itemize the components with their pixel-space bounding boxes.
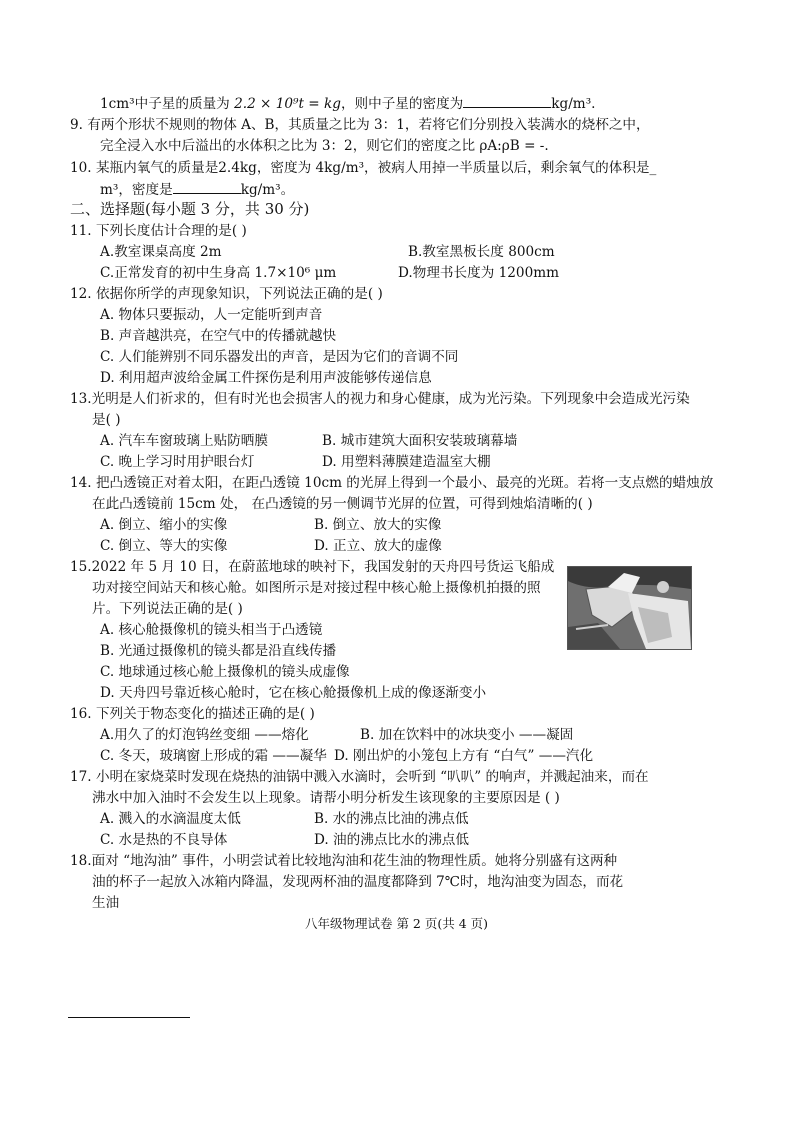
docking-photo	[567, 566, 692, 650]
q9-line1: 9. 有两个形状不规则的物体 A、B，其质量之比为 3：1，若将它们分别投入装满水的烧杯之中，	[70, 117, 650, 133]
q13-option-c: C. 晚上学习时用护眼台灯	[100, 454, 255, 470]
q14-option-b: B. 倒立、放大的实像	[314, 517, 442, 533]
q16-stem: 16. 下列关于物态变化的描述正确的是( )	[70, 706, 315, 722]
q12-stem: 12. 依据你所学的声现象知识，下列说法正确的是( )	[70, 286, 383, 302]
q14-stem-2: 在此凸透镜前 15cm 处， 在凸透镜的另一侧调节光屏的位置，可得到烛焰清晰的( )	[92, 496, 593, 512]
q11-stem: 11. 下列长度估计合理的是( )	[70, 223, 247, 239]
q12-option-c: C. 人们能辨别不同乐器发出的声音，是因为它们的音调不同	[100, 349, 459, 365]
q17-stem-2: 沸水中加入油时不会发生以上现象。请帮小明分析发生该现象的主要原因是 ( )	[92, 790, 560, 806]
q17-option-d: D. 油的沸点比水的沸点低	[314, 832, 469, 848]
q8-text-2: ，则中子星的密度为	[340, 96, 464, 112]
q11-option-d: D.物理书长度为 1200mm	[398, 265, 559, 281]
q14-option-d: D. 正立、放大的虚像	[314, 538, 442, 554]
q15-option-c: C. 地球通过核心舱上摄像机的镜头成虚像	[100, 664, 350, 680]
q18-stem-3: 生油	[92, 895, 120, 911]
q16-option-b: B. 加在饮料中的冰块变小 ——凝固	[360, 727, 574, 743]
q9-line2: 完全浸入水中后溢出的水体积之比为 3：2，则它们的密度之比 ρA:ρB = -.	[100, 138, 549, 154]
q17-option-a: A. 溅入的水滴温度太低	[100, 811, 241, 827]
q15-option-b: B. 光通过摄像机的镜头都是沿直线传播	[100, 643, 337, 659]
q18-stem-1: 18.面对 “地沟油” 事件，小明尝试着比较地沟油和花生油的物理性质。她将分别盛有这两种	[70, 853, 618, 869]
q8-text: 1cm³中子星的质量为	[100, 96, 230, 112]
q17-option-b: B. 水的沸点比油的沸点低	[314, 811, 469, 827]
q15-option-d: D. 天舟四号靠近核心舱时，它在核心舱摄像机上成的像逐渐变小	[100, 685, 487, 701]
footnote-rule	[68, 1017, 190, 1018]
q10-line2	[100, 179, 294, 200]
q12-option-b: B. 声音越洪亮，在空气中的传播就越快	[100, 328, 337, 344]
q17-option-c: C. 水是热的不良导体	[100, 832, 228, 848]
q13-stem-2: 是( )	[92, 412, 121, 428]
q14-option-a: A. 倒立、缩小的实像	[100, 517, 228, 533]
q15-stem-2: 功对接空间站天和核心舱。如图所示是对接过程中核心舱上摄像机拍摄的照	[92, 580, 541, 596]
q10-text: m³，密度是	[100, 182, 173, 198]
q10-line1: 10. 某瓶内氧气的质量是2.4kg，密度为 4kg/m³，被病人用掉一半质量以后，剩余氧气的体积是_	[70, 160, 657, 176]
q11-option-b: B.教室黑板长度 800cm	[408, 244, 555, 260]
q13-option-b: B. 城市建筑大面积安装玻璃幕墙	[322, 433, 518, 449]
q15-stem-1: 15.2022 年 5 月 10 日，在蔚蓝地球的映衬下，我国发射的天舟四号货运飞船成	[70, 559, 555, 575]
page-footer: 八年级物理试卷 第 2 页(共 4 页)	[304, 916, 489, 931]
spacecraft-photo-illustration	[568, 567, 691, 649]
q14-stem-1: 14. 把凸透镜正对着太阳，在距凸透镜 10cm 的光屏上得到一个最小、最亮的光斑。若将一支点燃的蜡烛放	[70, 475, 714, 491]
q8-blank	[463, 93, 551, 108]
q12-option-d: D. 利用超声波给金属工件探伤是利用声波能够传递信息	[100, 370, 432, 386]
q18-stem-2: 油的杯子一起放入冰箱内降温，发现两杯油的温度都降到 7℃时，地沟油变为固态，而花	[92, 874, 624, 890]
q15-stem-3: 片。下列说法正确的是( )	[92, 601, 243, 617]
q13-option-a: A. 汽车车窗玻璃上贴防晒膜	[100, 433, 268, 449]
q16-option-d: D. 刚出炉的小笼包上方有 “白气” ——汽化	[334, 748, 594, 764]
q8-continuation	[100, 93, 595, 114]
section-heading: 二、选择题(每小题 3 分，共 30 分)	[70, 200, 310, 218]
q13-option-d: D. 用塑料薄膜建造温室大棚	[322, 454, 491, 470]
q16-option-c: C. 冬天，玻璃窗上形成的霜 ——凝华	[100, 748, 327, 764]
q12-option-a: A. 物体只要振动，人一定能听到声音	[100, 307, 323, 323]
q16-option-a: A.用久了的灯泡钨丝变细 ——熔化	[100, 727, 309, 743]
q15-option-a: A. 核心舱摄像机的镜头相当于凸透镜	[100, 622, 323, 638]
q14-option-c: C. 倒立、等大的实像	[100, 538, 228, 554]
q13-stem-1: 13.光明是人们祈求的，但有时光也会损害人的视力和身心健康，成为光污染。下列现象中会造成光污染	[70, 391, 690, 407]
q17-stem-1: 17. 小明在家烧菜时发现在烧热的油锅中溅入水滴时，会听到 “叭叭” 的响声，并溅起油来，而在	[70, 769, 649, 785]
q11-option-c: C.正常发育的初中生身高 1.7×10⁶ μm	[100, 265, 337, 281]
q8-math: 2.2 × 10⁹t = kg	[234, 96, 341, 112]
q10-unit: kg/m³。	[240, 182, 295, 198]
q8-unit: kg/m³.	[551, 96, 596, 112]
q11-option-a: A.教室课桌高度 2m	[100, 244, 222, 260]
q10-blank	[173, 179, 241, 194]
